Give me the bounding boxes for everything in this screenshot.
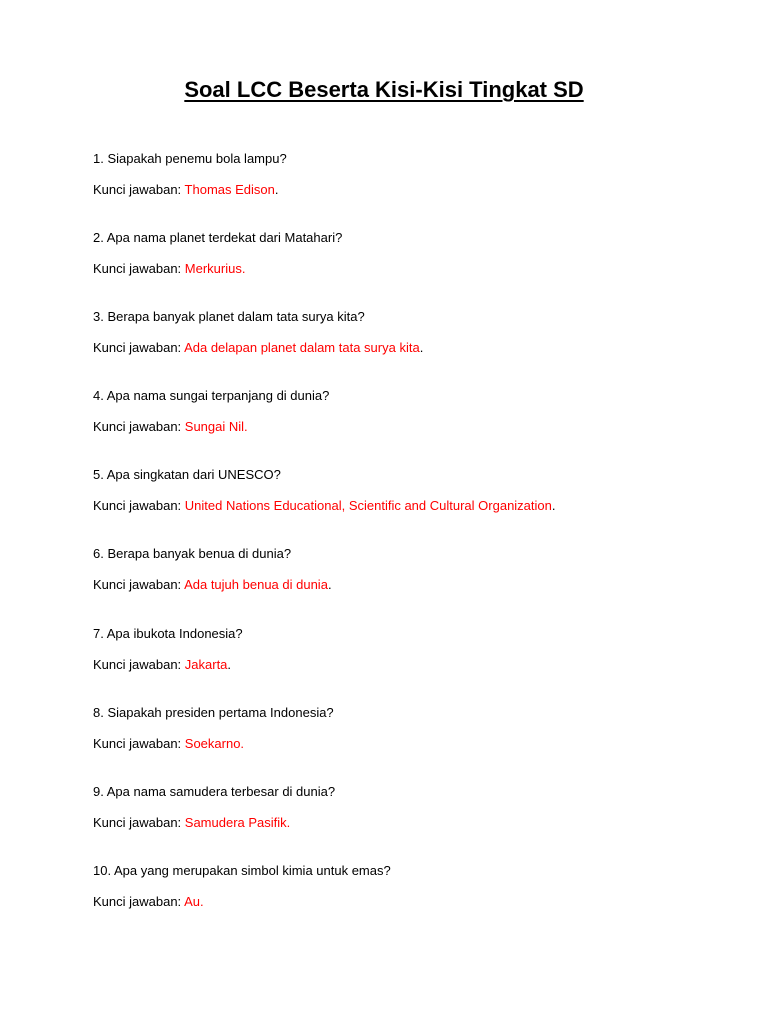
- question-text: 6. Berapa banyak benua di dunia?: [93, 546, 292, 562]
- answer-line: [93, 735, 733, 753]
- answer-line: [93, 576, 733, 594]
- answer-label: Kunci jawaban:: [93, 261, 185, 277]
- answer-label: Kunci jawaban:: [93, 656, 185, 672]
- question-list: [93, 150, 733, 941]
- answer-text: Soekarno.: [184, 735, 245, 751]
- answer-line: [93, 497, 733, 515]
- answer-text: Au.: [184, 893, 204, 909]
- answer-text: Sungai Nil.: [184, 419, 248, 435]
- answer-line: [93, 418, 733, 436]
- question-text: 5. Apa singkatan dari UNESCO?: [93, 467, 281, 483]
- answer-suffix: .: [227, 656, 232, 672]
- question-text: 2. Apa nama planet terdekat dari Matahari?: [93, 230, 343, 246]
- question-item-3: [93, 308, 733, 387]
- answer-line: [93, 893, 733, 911]
- question-item-8: [93, 704, 733, 783]
- question-text: 10. Apa yang merupakan simbol kimia untuk emas?: [93, 862, 391, 878]
- answer-line: [93, 260, 733, 278]
- question-text: 7. Apa ibukota Indonesia?: [93, 625, 243, 641]
- question-text: 3. Berapa banyak planet dalam tata surya kita?: [93, 309, 365, 325]
- question-text: 8. Siapakah presiden pertama Indonesia?: [93, 704, 334, 720]
- question-item-1: [93, 150, 733, 229]
- answer-suffix: .: [327, 577, 332, 593]
- question-item-4: [93, 387, 733, 466]
- answer-text: Samudera Pasifik.: [184, 814, 291, 830]
- answer-line: [93, 656, 733, 674]
- answer-text: United Nations Educational, Scientific and Cultural Organization: [184, 498, 552, 514]
- question-item-7: [93, 625, 733, 704]
- question-item-10: [93, 862, 733, 941]
- answer-line: [93, 339, 733, 357]
- answer-label: Kunci jawaban:: [93, 893, 185, 909]
- answer-suffix: .: [274, 182, 279, 197]
- page-title: Soal LCC Beserta Kisi-Kisi Tingkat SD: [184, 77, 584, 102]
- answer-label: Kunci jawaban:: [93, 814, 185, 830]
- answer-label: Kunci jawaban:: [93, 577, 185, 593]
- answer-text: Merkurius.: [184, 261, 246, 277]
- question-item-6: [93, 545, 733, 624]
- answer-text: Thomas Edison: [184, 182, 275, 197]
- question-item-9: [93, 783, 733, 862]
- question-text: 1. Siapakah penemu bola lampu?: [93, 151, 287, 166]
- answer-suffix: .: [551, 498, 556, 514]
- answer-label: Kunci jawaban:: [93, 498, 185, 514]
- question-text: 9. Apa nama samudera terbesar di dunia?: [93, 783, 336, 799]
- answer-text: Ada tujuh benua di dunia: [184, 577, 328, 593]
- answer-label: Kunci jawaban:: [93, 419, 185, 435]
- answer-label: Kunci jawaban:: [93, 735, 185, 751]
- answer-line: [93, 181, 733, 199]
- answer-label: Kunci jawaban:: [93, 340, 185, 356]
- answer-label: Kunci jawaban:: [93, 182, 185, 197]
- question-text: 4. Apa nama sungai terpanjang di dunia?: [93, 388, 330, 404]
- question-item-5: [93, 466, 733, 545]
- answer-text: Jakarta: [184, 656, 228, 672]
- answer-text: Ada delapan planet dalam tata surya kita: [184, 340, 420, 356]
- answer-suffix: .: [419, 340, 424, 356]
- question-item-2: [93, 229, 733, 308]
- answer-line: [93, 814, 733, 832]
